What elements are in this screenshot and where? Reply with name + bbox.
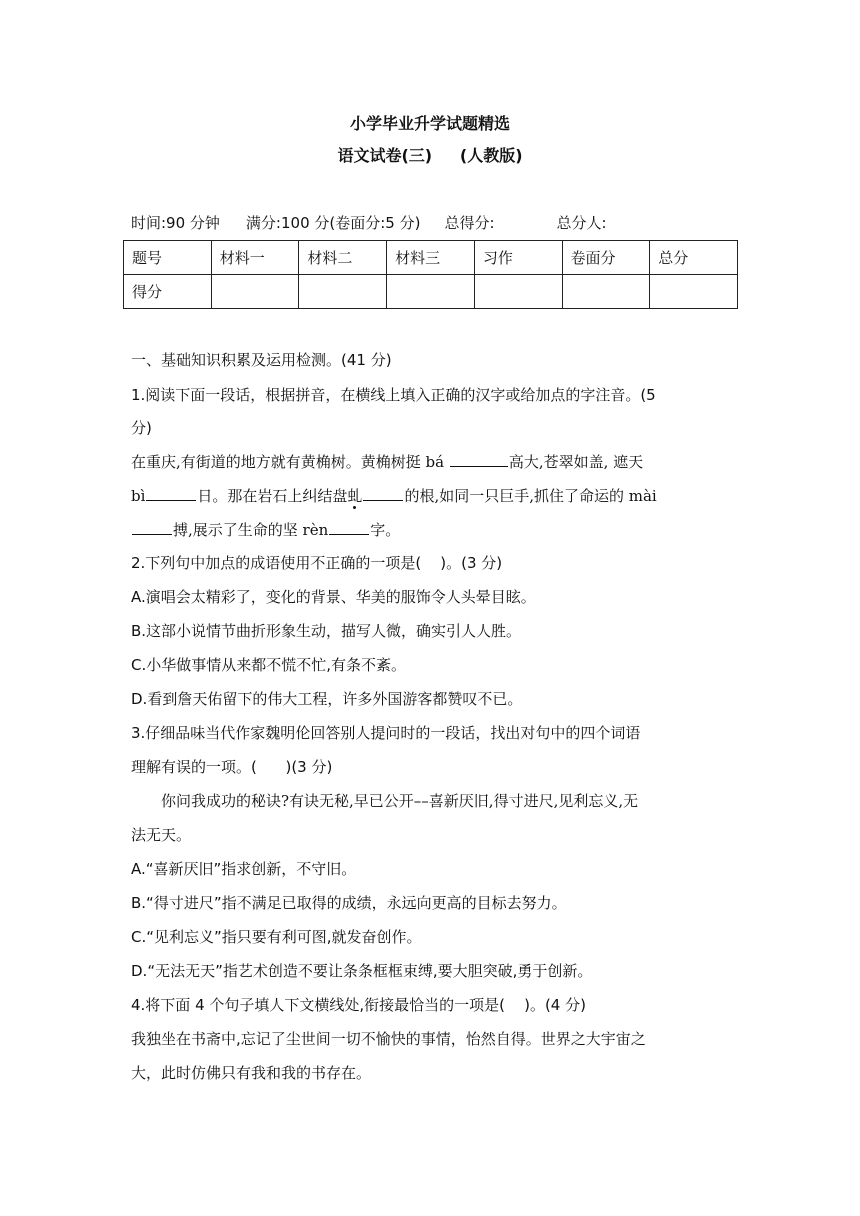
score-table-header-row (124, 241, 738, 275)
q1-text: 字。 (370, 521, 401, 539)
score-input-cell[interactable] (474, 275, 562, 309)
q1-prompt-line1: 1.阅读下面一段话，根据拼音，在横线上填入正确的汉字或给加点的字注音。(5 (131, 386, 656, 404)
q3-quote-line1: 你问我成功的秘诀?有诀无秘,早已公开––喜新厌旧,得寸进尺,见利忘义,无 (161, 792, 639, 810)
q2-option-a: A.演唱会太精彩了，变化的背景、华美的服饰令人头晕目眩。 (131, 588, 536, 606)
q1-blank-qiu[interactable] (363, 485, 403, 501)
q3-prompt-line2: 理解有误的一项。( )(3 分) (131, 758, 333, 776)
q2-option-c: C.小华做事情从来都不慌不忙,有条不紊。 (131, 656, 407, 674)
q1-prompt-line2: 分) (131, 419, 152, 437)
score-input-cell[interactable] (211, 275, 299, 309)
score-table-score-row (124, 275, 738, 309)
q1-text: 在重庆,有街道的地方就有黄桷树。黄桷树挺 bá (131, 453, 445, 471)
exam-subtitle: 语文试卷(三) (人教版) (337, 146, 523, 165)
q1-passage-line3 (131, 519, 741, 540)
full-score: 满分:100 分(卷面分:5 分) (245, 214, 421, 232)
score-header-cell: 习作 (474, 241, 562, 275)
exam-info-line (131, 213, 741, 233)
section-heading: 一、基础知识积累及运用检测。(41 分) (131, 351, 392, 369)
grader-label: 总分人: (556, 214, 607, 232)
total-score-label: 总得分: (444, 214, 495, 232)
q1-text: 高大,苍翠如盖, 遮天 (508, 453, 644, 471)
q1-passage-line1 (131, 451, 741, 472)
q1-dotted-char: 虬 (347, 487, 363, 505)
q3-prompt-line1: 3.仔细品味当代作家魏明伦回答别人提问时的一段话，找出对句中的四个词语 (131, 724, 641, 742)
q1-text: bì (131, 487, 146, 505)
q1-blank-ren[interactable] (329, 519, 369, 535)
q1-passage-line2 (131, 485, 741, 506)
q4-text-line1: 我独坐在书斋中,忘记了尘世间一切不愉快的事情，怡然自得。世界之大宇宙之 (131, 1030, 646, 1048)
q2-prompt: 2.下列句中加点的成语使用不正确的一项是( )。(3 分) (131, 554, 503, 572)
q4-prompt: 4.将下面 4 个句子填人下文横线处,衔接最恰当的一项是( )。(4 分) (131, 996, 586, 1014)
q2-option-b: B.这部小说情节曲折形象生动，描写人微，确实引人人胜。 (131, 622, 522, 640)
score-input-cell[interactable] (562, 275, 650, 309)
q3-option-d: D.“无法无天”指艺术创造不要让条条框框束缚,要大胆突破,勇于创新。 (131, 962, 593, 980)
q4-text-line2: 大，此时仿佛只有我和我的书存在。 (131, 1064, 372, 1082)
time-limit: 时间:90 分钟 (131, 214, 220, 232)
score-header-cell: 材料三 (387, 241, 475, 275)
score-input-cell[interactable] (299, 275, 387, 309)
q3-option-b: B.“得寸进尺”指不满足已取得的成绩，永远向更高的目标去努力。 (131, 894, 567, 912)
score-input-cell[interactable] (387, 275, 475, 309)
score-header-cell: 总分 (650, 241, 738, 275)
q1-text: 日。那在岩石上纠结盘 (197, 487, 348, 505)
q3-option-c: C.“见利忘义”指只要有利可图,就发奋创作。 (131, 928, 422, 946)
q1-blank-mai[interactable] (132, 519, 172, 535)
exam-title: 小学毕业升学试题精选 (349, 114, 510, 133)
q1-text: 的根,如同一只巨手,抓住了命运的 mài (404, 487, 657, 505)
score-table (123, 240, 738, 309)
q1-text: 搏,展示了生命的坚 rèn (173, 521, 329, 539)
score-header-cell: 题号 (124, 241, 212, 275)
score-header-cell: 材料一 (211, 241, 299, 275)
q1-blank-ba[interactable] (450, 451, 508, 467)
score-row-label: 得分 (124, 275, 212, 309)
q1-blank-bi[interactable] (146, 485, 196, 501)
q3-option-a: A.“喜新厌旧”指求创新，不守旧。 (131, 860, 357, 878)
score-header-cell: 卷面分 (562, 241, 650, 275)
score-input-cell[interactable] (650, 275, 738, 309)
q2-option-d: D.看到詹天佑留下的伟大工程，许多外国游客都赞叹不已。 (131, 690, 523, 708)
q3-quote-line2: 法无天。 (131, 826, 192, 844)
score-header-cell: 材料二 (299, 241, 387, 275)
